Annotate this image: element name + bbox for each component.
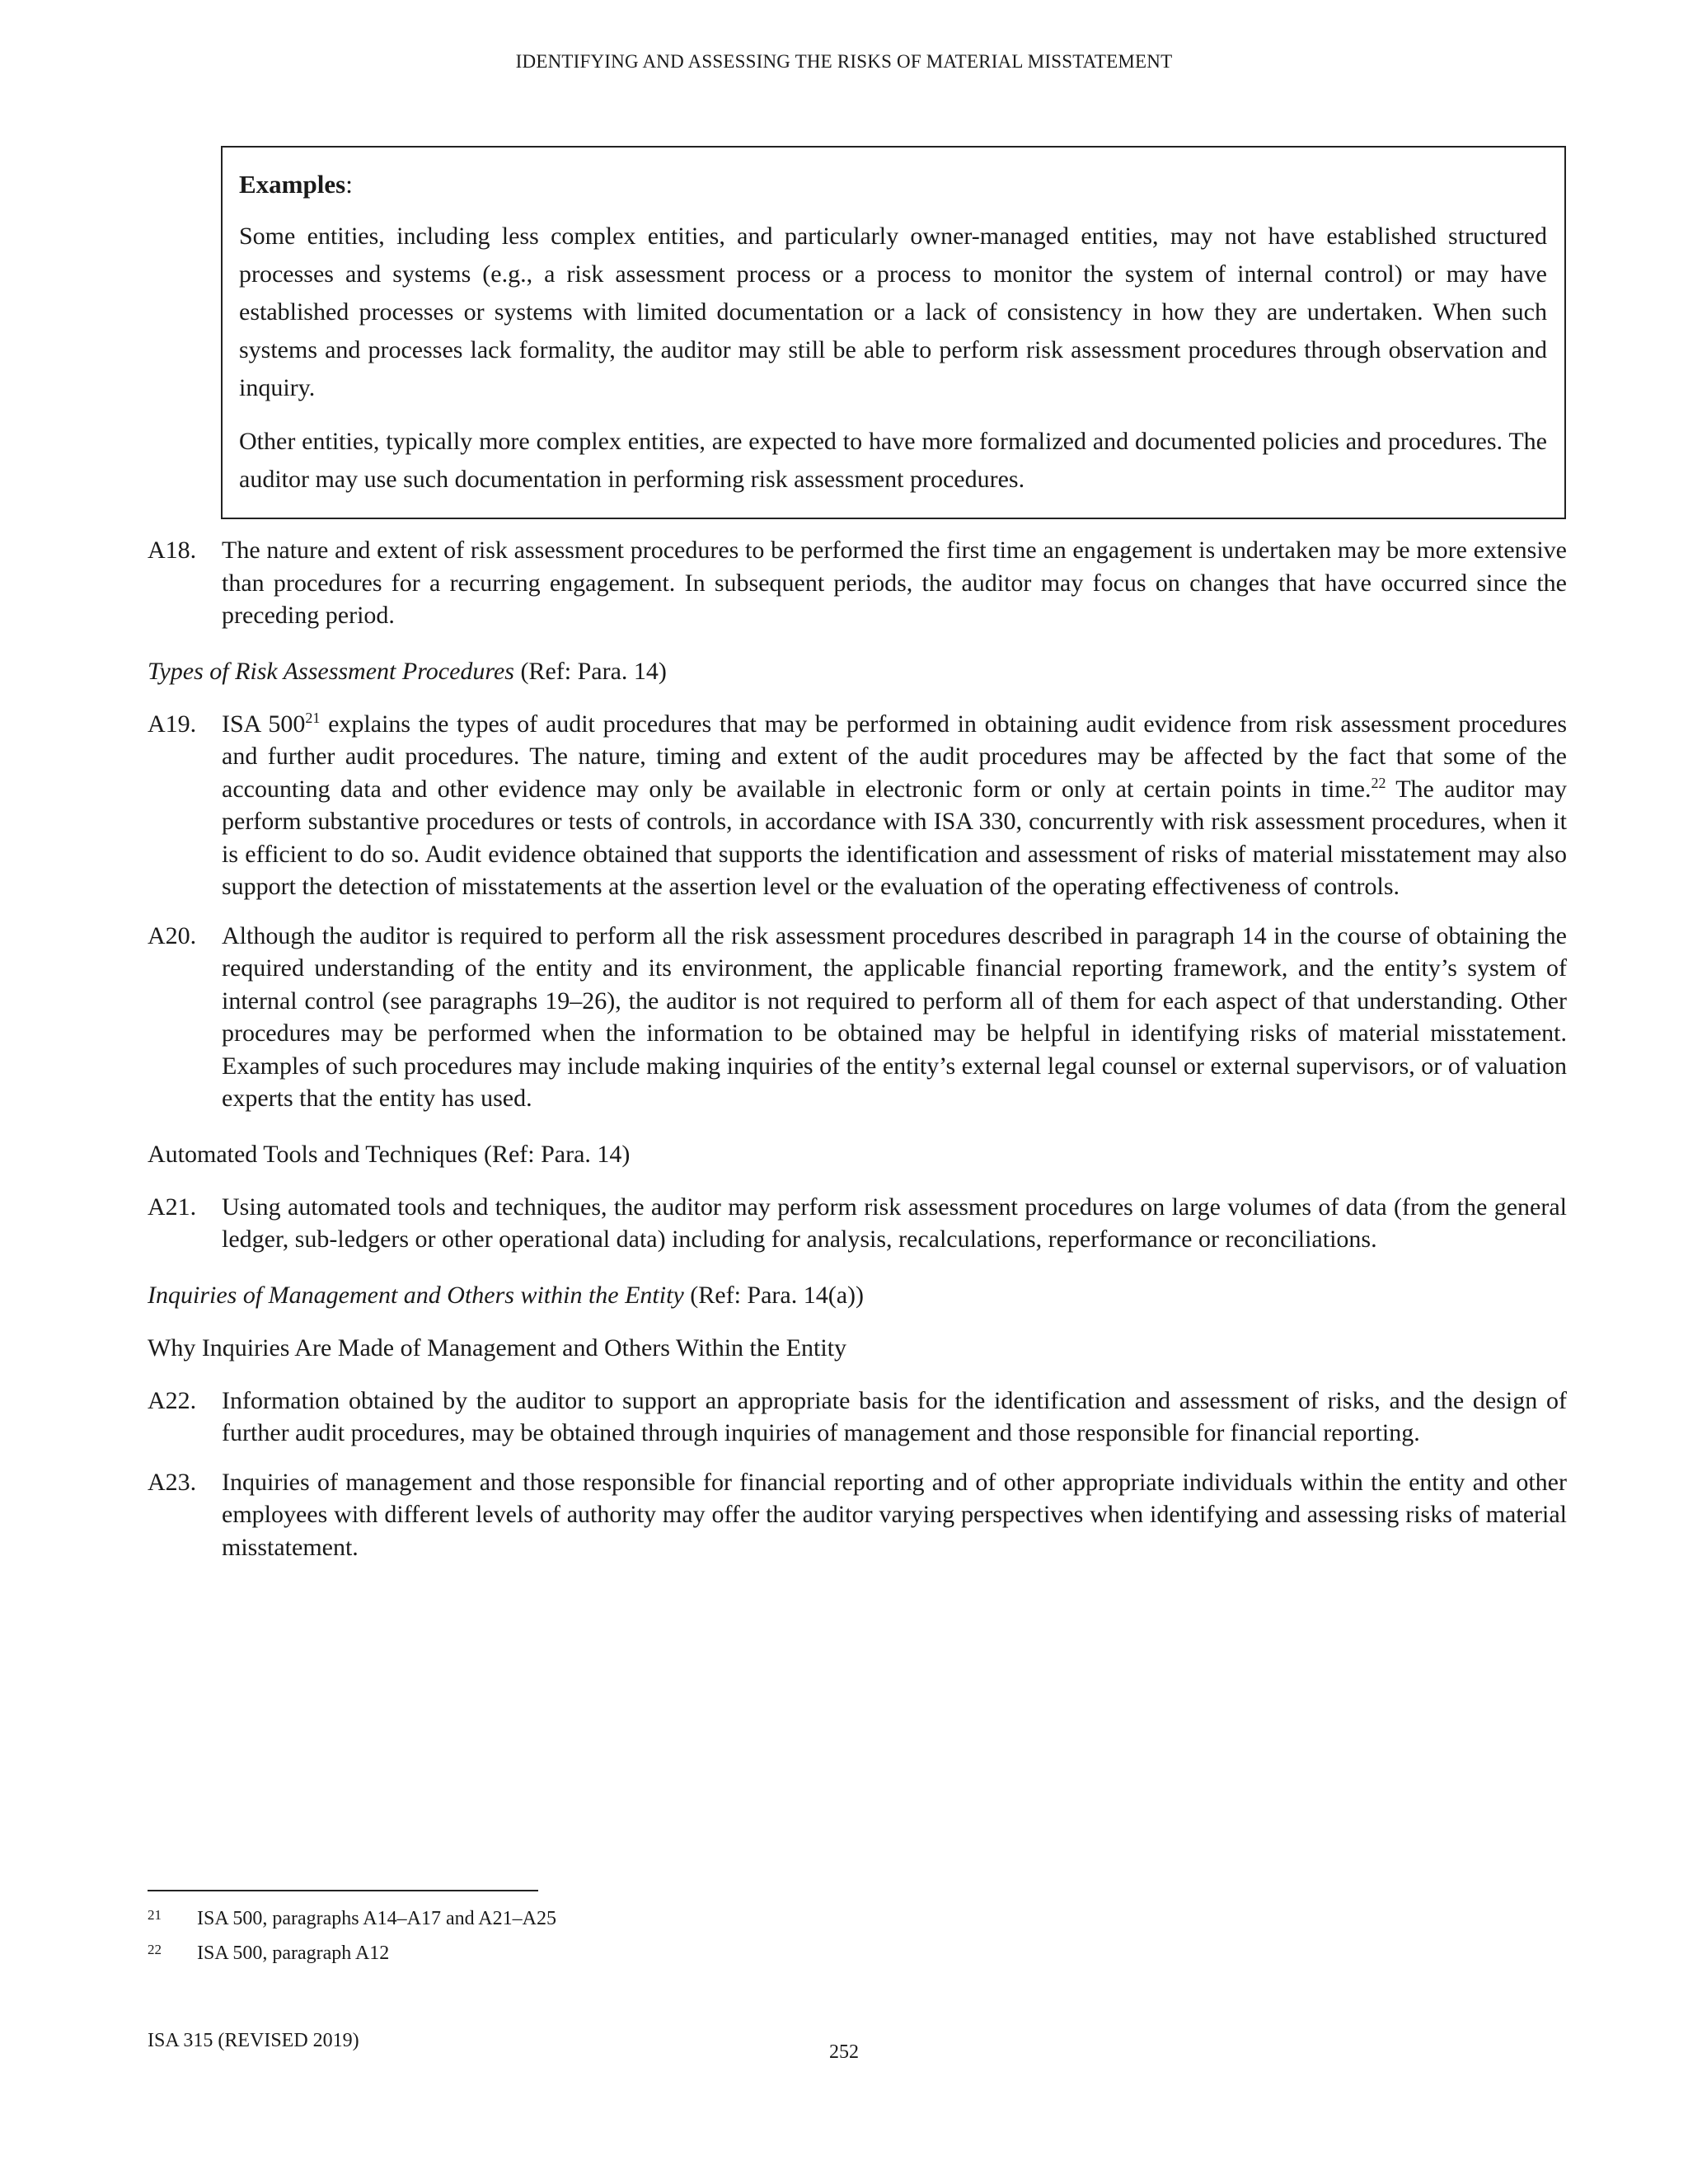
paragraph-a22 (148, 1385, 1567, 1450)
heading-inquiries-of-management: Inquiries of Management and Others within the Entity (Ref: Para. 14(a)) (148, 1281, 864, 1309)
footnote-number: 22 (148, 1942, 162, 1957)
paragraph-number: A20. (148, 921, 197, 949)
page-number: 252 (829, 2041, 859, 2063)
paragraph-text: Information obtained by the auditor to support an appropriate basis for the identification and assessment of risks, and the design of further audit procedures, may be obtained through inquiries of management and those responsible for financial reporting. (222, 1386, 1567, 1446)
examples-box (221, 146, 1566, 519)
paragraph-number: A22. (148, 1386, 197, 1414)
examples-paragraph: Some entities, including less complex entities, and particularly owner-managed entities, may not have established structured processes and systems (e.g., a risk assessment process or a process to monitor the system of internal control) or may have established processes or systems with limited documentation or a lack of consistency in how they are undertaken. When such systems and processes lack formality, the auditor may still be able to perform risk assessment procedures through observation and inquiry. (239, 223, 1547, 402)
footnote-number: 21 (148, 1907, 162, 1923)
paragraph-text: ISA $500^{21}$ explains the types of audit procedures that may be performed in obtaining audit evidence from risk assessment procedures and further audit procedures. The nature, timing and extent of the audit procedures may be affected by the fact that some of the accounting data and other evidence may only be available in electronic form or only at certain points in time.$^{22}$ The auditor may perform substantive procedures or tests of controls, in accordance with ISA 330, concurrently with risk assessment procedures, when it is efficient to do so. Audit evidence obtained that supports the identification and assessment of risks of material misstatement may also support the detection of misstatements at the assertion level or the evaluation of the operating effectiveness of controls. (222, 709, 1568, 900)
footnote-divider (148, 1890, 538, 1891)
paragraph-number: A21. (148, 1193, 197, 1221)
heading-automated-tools: Automated Tools and Techniques (Ref: Para. 14) (148, 1140, 631, 1168)
paragraph-a21 (148, 1191, 1567, 1256)
paragraph-a23 (148, 1466, 1567, 1564)
footnote-text: ISA 500, paragraph A12 (197, 1943, 390, 1964)
paragraph-a18 (148, 534, 1567, 632)
footer-standard-name: ISA 315 (REVISED 2019) (148, 2030, 359, 2051)
paragraph-number: A23. (148, 1468, 197, 1496)
examples-paragraph: Other entities, typically more complex entities, are expected to have more formalized and documented policies and procedures. The auditor may use such documentation in performing risk assessment procedures. (239, 428, 1547, 494)
heading-why-inquiries: Why Inquiries Are Made of Management and Others Within the Entity (148, 1333, 847, 1361)
paragraph-a20 (148, 920, 1567, 1115)
footnote-21 (148, 1906, 556, 1931)
footnote-22 (148, 1941, 389, 1966)
heading-types-of-risk-assessment-procedures: Types of Risk Assessment Procedures (Ref: Para. 14) (148, 657, 667, 685)
paragraph-number: A19. (148, 710, 197, 738)
paragraph-a19 (148, 708, 1567, 903)
footnote-ref-21[interactable]: 21 (305, 709, 321, 726)
paragraph-text: Using automated tools and techniques, the auditor may perform risk assessment procedures on large volumes of data (from the general ledger, sub-ledgers or other operational data) including for analysis, recalculations, reperformance or reconciliations. (222, 1193, 1567, 1253)
paragraph-number: A18. (148, 537, 197, 564)
paragraph-text: Although the auditor is required to perform all the risk assessment procedures described in paragraph 14 in the course of obtaining the required understanding of the entity and its environment, the applicable financial reporting framework, and the entity’s system of internal control (see paragraphs 19–26), the auditor is not required to perform all of them for each aspect of that understanding. Other procedures may be performed when the information to be obtained may be helpful in identifying risks of material misstatement. Examples of such procedures may include making inquiries of the entity’s external legal counsel or external supervisors, or of valuation experts that the entity has used. (222, 921, 1567, 1112)
footnote-text: ISA 500, paragraphs A14–A17 and A21–A25 (197, 1908, 556, 1929)
main-content (148, 534, 1567, 1580)
running-header: IDENTIFYING AND ASSESSING THE RISKS OF MATERIAL MISSTATEMENT (515, 51, 1173, 72)
paragraph-text: Inquiries of management and those responsible for financial reporting and of other appropriate individuals within the entity and other employees with different levels of authority may offer the auditor varying perspectives when identifying and assessing risks of material misstatement. (222, 1468, 1567, 1561)
examples-title: Examples: (239, 170, 353, 199)
footnote-ref-22[interactable]: 22 (1371, 774, 1386, 791)
paragraph-text: The nature and extent of risk assessment procedures to be performed the first time an engagement is undertaken may be more extensive than procedures for a recurring engagement. In subsequent periods, the auditor may focus on changes that have occurred since the preceding period. (222, 537, 1567, 629)
